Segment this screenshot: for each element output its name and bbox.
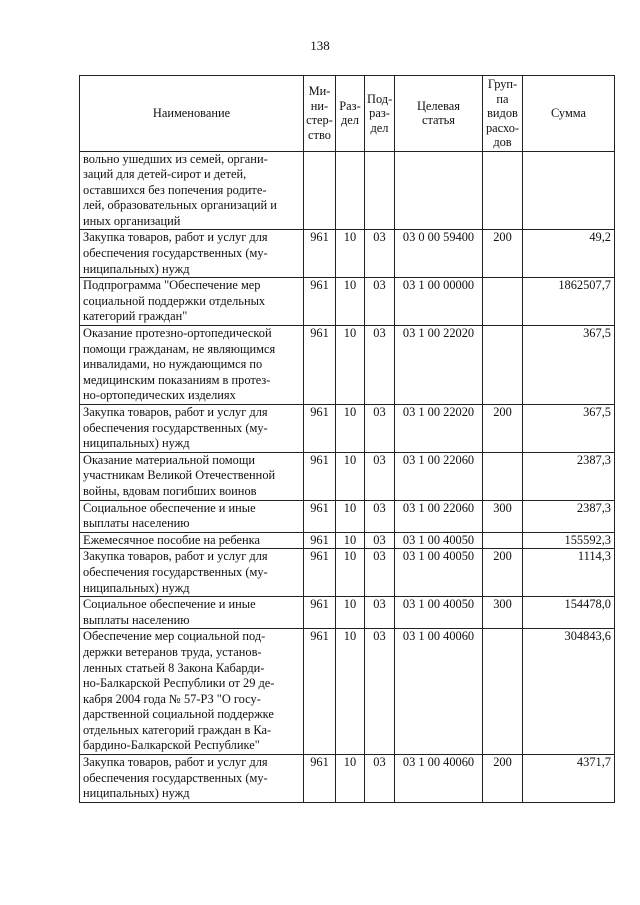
cell-group	[483, 532, 523, 549]
cell-sum: 4371,7	[523, 755, 615, 803]
cell-name: Закупка товаров, работ и услуг для обеспечения государственных (му- ниципальных) нужд	[80, 549, 304, 597]
cell-ministry: 961	[304, 755, 336, 803]
cell-sum: 154478,0	[523, 597, 615, 629]
cell-target: 03 1 00 40050	[395, 597, 483, 629]
cell-subsection	[365, 151, 395, 230]
cell-group	[483, 629, 523, 755]
cell-sum: 155592,3	[523, 532, 615, 549]
header-name: Наименование	[80, 76, 304, 152]
cell-sum: 304843,6	[523, 629, 615, 755]
cell-section	[336, 151, 365, 230]
cell-group: 200	[483, 755, 523, 803]
cell-group: 300	[483, 500, 523, 532]
table-row	[80, 500, 615, 532]
cell-name: Закупка товаров, работ и услуг для обеспечения государственных (му- ниципальных) нужд	[80, 230, 304, 278]
cell-name: Ежемесячное пособие на ребенка	[80, 532, 304, 549]
table-row	[80, 597, 615, 629]
cell-name: вольно ушедших из семей, органи- заций для детей-сирот и детей, оставшихся без попечения родите- лей, образовательных организаций и иных организаций	[80, 151, 304, 230]
cell-section: 10	[336, 549, 365, 597]
cell-name: Социальное обеспечение и иные выплаты населению	[80, 597, 304, 629]
header-subsection: Под- раз- дел	[365, 76, 395, 152]
cell-name: Закупка товаров, работ и услуг для обеспечения государственных (му- ниципальных) нужд	[80, 755, 304, 803]
header-group: Груп- па видов расхо- дов	[483, 76, 523, 152]
cell-target: 03 1 00 40060	[395, 755, 483, 803]
table-row	[80, 151, 615, 230]
cell-section: 10	[336, 452, 365, 500]
cell-group: 200	[483, 405, 523, 453]
header-section: Раз- дел	[336, 76, 365, 152]
cell-target: 03 1 00 22060	[395, 452, 483, 500]
cell-subsection: 03	[365, 629, 395, 755]
cell-section: 10	[336, 532, 365, 549]
cell-section: 10	[336, 755, 365, 803]
cell-sum: 1862507,7	[523, 278, 615, 326]
cell-section: 10	[336, 629, 365, 755]
cell-group: 200	[483, 230, 523, 278]
cell-target: 03 1 00 22020	[395, 326, 483, 405]
cell-target	[395, 151, 483, 230]
cell-ministry: 961	[304, 326, 336, 405]
cell-subsection: 03	[365, 230, 395, 278]
cell-target: 03 1 00 00000	[395, 278, 483, 326]
cell-section: 10	[336, 326, 365, 405]
cell-subsection: 03	[365, 549, 395, 597]
table-row	[80, 405, 615, 453]
table-row	[80, 278, 615, 326]
table-row	[80, 549, 615, 597]
header-sum: Сумма	[523, 76, 615, 152]
cell-sum: 367,5	[523, 405, 615, 453]
cell-subsection: 03	[365, 278, 395, 326]
cell-ministry: 961	[304, 405, 336, 453]
cell-section: 10	[336, 230, 365, 278]
header-ministry: Ми- ни- стер- ство	[304, 76, 336, 152]
cell-group	[483, 278, 523, 326]
cell-sum: 1114,3	[523, 549, 615, 597]
cell-subsection: 03	[365, 755, 395, 803]
cell-ministry: 961	[304, 597, 336, 629]
cell-ministry: 961	[304, 452, 336, 500]
header-target: Целевая статья	[395, 76, 483, 152]
cell-target: 03 1 00 22020	[395, 405, 483, 453]
cell-name: Социальное обеспечение и иные выплаты населению	[80, 500, 304, 532]
cell-ministry: 961	[304, 549, 336, 597]
cell-group	[483, 151, 523, 230]
cell-group: 300	[483, 597, 523, 629]
cell-group	[483, 326, 523, 405]
cell-section: 10	[336, 500, 365, 532]
table-row	[80, 532, 615, 549]
cell-sum: 49,2	[523, 230, 615, 278]
table-row	[80, 230, 615, 278]
table-row	[80, 629, 615, 755]
cell-subsection: 03	[365, 326, 395, 405]
cell-section: 10	[336, 597, 365, 629]
cell-section: 10	[336, 405, 365, 453]
table-row	[80, 326, 615, 405]
cell-sum: 367,5	[523, 326, 615, 405]
cell-subsection: 03	[365, 597, 395, 629]
cell-sum	[523, 151, 615, 230]
cell-name: Подпрограмма "Обеспечение мер социальной поддержки отдельных категорий граждан"	[80, 278, 304, 326]
cell-ministry: 961	[304, 629, 336, 755]
table-row	[80, 452, 615, 500]
cell-name: Обеспечение мер социальной под- держки ветеранов труда, установ- ленных статьей 8 Закона Кабарди- но-Балкарской Республики от 29 де- кабря 2004 года № 57-РЗ "О госу- дарственной социальной поддержке отдельных категорий граждан в Ка- бардино-Балкарской Республике"	[80, 629, 304, 755]
cell-sum: 2387,3	[523, 500, 615, 532]
cell-section: 10	[336, 278, 365, 326]
cell-name: Оказание материальной помощи участникам Великой Отечественной войны, вдовам погибших воинов	[80, 452, 304, 500]
table-body	[80, 151, 615, 802]
cell-sum: 2387,3	[523, 452, 615, 500]
cell-subsection: 03	[365, 405, 395, 453]
cell-target: 03 1 00 40050	[395, 549, 483, 597]
table-row	[80, 755, 615, 803]
cell-name: Закупка товаров, работ и услуг для обеспечения государственных (му- ниципальных) нужд	[80, 405, 304, 453]
cell-ministry: 961	[304, 500, 336, 532]
cell-target: 03 1 00 40060	[395, 629, 483, 755]
budget-table	[79, 75, 615, 803]
cell-subsection: 03	[365, 452, 395, 500]
cell-subsection: 03	[365, 532, 395, 549]
cell-name: Оказание протезно-ортопедической помощи гражданам, не являющимся инвалидами, но нуждающимся по медицинским показаниям в протез- но-ортопедических изделиях	[80, 326, 304, 405]
cell-ministry: 961	[304, 230, 336, 278]
cell-target: 03 1 00 22060	[395, 500, 483, 532]
cell-subsection: 03	[365, 500, 395, 532]
cell-ministry	[304, 151, 336, 230]
cell-target: 03 0 00 59400	[395, 230, 483, 278]
cell-ministry: 961	[304, 532, 336, 549]
cell-ministry: 961	[304, 278, 336, 326]
cell-target: 03 1 00 40050	[395, 532, 483, 549]
table-header-row	[80, 76, 615, 152]
page-number: 138	[310, 38, 330, 53]
cell-group: 200	[483, 549, 523, 597]
cell-group	[483, 452, 523, 500]
